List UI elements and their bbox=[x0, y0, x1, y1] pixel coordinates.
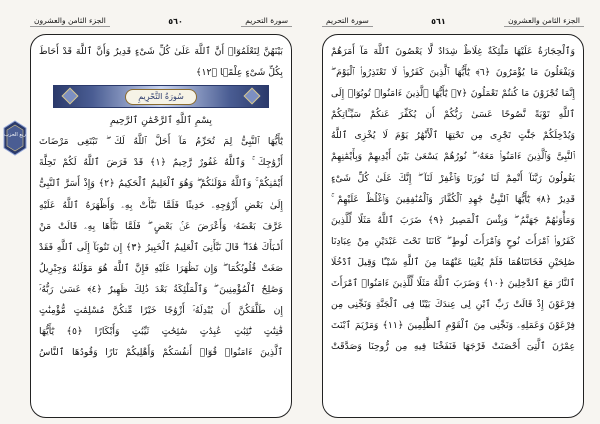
left-page-frame bbox=[30, 34, 292, 418]
left-page bbox=[30, 10, 292, 418]
text-line: أَيْمَٰنِكُمْ ۚ وَٱللَّهُ مَوْلَىٰكُمْ ۖ وَهُوَ ٱلْعَلِيمُ ٱلْحَكِيمُ ﴿٢﴾ وَإِذْ أَسَرَّ ٱلنَّبِىُّ bbox=[39, 178, 283, 190]
banner-ornament-icon bbox=[244, 88, 261, 105]
left-page-header bbox=[30, 10, 292, 32]
text-line: فِرْعَوْنَ وَعَمَلِهِۦ وَنَجِّنِى مِنَ ٱلْقَوْمِ ٱلظَّٰلِمِينَ ﴿١١﴾ وَمَرْيَمَ ٱبْنَتَ bbox=[331, 320, 575, 332]
text-line: وَيَفْعَلُونَ مَا يُؤْمَرُونَ ﴿٦﴾ يَٰٓأَيُّهَا ٱلَّذِينَ كَفَرُوا۟ لَا تَعْتَذِرُوا۟ ٱلْيَوْمَ ۖ bbox=[331, 67, 575, 79]
text-line: قَدِيرٌ ﴿٨﴾ يَٰٓأَيُّهَا ٱلنَّبِىُّ جَٰهِدِ ٱلْكُفَّارَ وَٱلْمُنَٰفِقِينَ وَٱغْلُظْ عَلَيْهِمْ ۚ bbox=[331, 193, 575, 205]
text-line: صَغَتْ قُلُوبُكُمَا ۖ وَإِن تَظَٰهَرَا عَلَيْهِ فَإِنَّ ٱللَّهَ هُوَ مَوْلَىٰهُ وَجِبْرِيلُ bbox=[39, 262, 283, 274]
text-line: أَزْوَٰجِكَ ۚ وَٱللَّهُ غَفُورٌ رَّحِيمٌ ﴿١﴾ قَدْ فَرَضَ ٱللَّهُ لَكُمْ تَحِلَّةَ bbox=[39, 157, 283, 169]
left-header-left-label: الجزء الثامن والعشرون bbox=[30, 15, 110, 27]
right-header-right-label: الجزء الثامن والعشرون bbox=[504, 15, 584, 27]
sura-title: سُورَةُ التَّحْرِيمِ bbox=[125, 89, 197, 105]
left-page-number: ٥٦٠ bbox=[168, 16, 183, 26]
text-line: إِلَىٰ بَعْضِ أَزْوَٰجِهِۦ حَدِيثًا فَلَمَّا نَبَّأَتْ بِهِۦ وَأَظْهَرَهُ ٱللَّهُ عَلَيْهِ bbox=[39, 199, 283, 211]
text-line: وَيُدْخِلَكُمْ جَنَّٰتٍ تَجْرِى مِن تَحْتِهَا ٱلْأَنْهَٰرُ يَوْمَ لَا يُخْزِى ٱللَّهُ bbox=[331, 130, 575, 142]
text-line: وَصَٰلِحُ ٱلْمُؤْمِنِينَ ۖ وَٱلْمَلَٰٓئِكَةُ بَعْدَ ذَٰلِكَ ظَهِيرٌ ﴿٤﴾ عَسَىٰ رَبُّهُۥٓ bbox=[39, 283, 283, 295]
text-line: صَٰلِحَيْنِ فَخَانَتَاهُمَا فَلَمْ يُغْنِيَا عَنْهُمَا مِنَ ٱللَّهِ شَيْـًٔا وَقِيلَ ٱدْخُلَا bbox=[331, 256, 575, 268]
sura-title-banner bbox=[53, 85, 269, 108]
basmala: بِسْمِ ٱللَّهِ ٱلرَّحْمَٰنِ ٱلرَّحِيمِ bbox=[109, 115, 213, 127]
hizb-marker-icon bbox=[2, 120, 28, 156]
text-line: عِمْرَٰنَ ٱلَّتِىٓ أَحْصَنَتْ فَرْجَهَا فَنَفَخْنَا فِيهِ مِن رُّوحِنَا وَصَدَّقَتْ bbox=[331, 341, 575, 353]
text-line: إِن طَلَّقَكُنَّ أَن يُبْدِلَهُۥٓ أَزْوَٰجًا خَيْرًا مِّنكُنَّ مُسْلِمَٰتٍ مُّؤْمِنَٰتٍ bbox=[39, 305, 283, 317]
left-page-text bbox=[39, 41, 283, 363]
right-page-text bbox=[331, 41, 575, 357]
text-line: كَفَرُوا۟ ٱمْرَأَتَ نُوحٍ وَٱمْرَأَتَ لُوطٍ ۖ كَانَتَا تَحْتَ عَبْدَيْنِ مِنْ عِبَادِنَا bbox=[331, 235, 575, 247]
text-line: بِكُلِّ شَىْءٍ عِلْمًۢا ﴿١٢﴾ bbox=[196, 67, 283, 79]
text-line: فِرْعَوْنَ إِذْ قَالَتْ رَبِّ ٱبْنِ لِى عِندَكَ بَيْتًا فِى ٱلْجَنَّةِ وَنَجِّنِى مِن bbox=[331, 299, 575, 311]
right-page bbox=[322, 10, 584, 418]
text-line: ٱلنَّبِىَّ وَٱلَّذِينَ ءَامَنُوا۟ مَعَهُۥ ۖ نُورُهُمْ يَسْعَىٰ بَيْنَ أَيْدِيهِمْ وَبِأَيْمَٰنِهِمْ bbox=[331, 151, 575, 163]
text-line: ٱللَّهِ تَوْبَةً نَّصُوحًا عَسَىٰ رَبُّكُمْ أَن يُكَفِّرَ عَنكُمْ سَيِّـَٔاتِكُمْ bbox=[331, 109, 575, 121]
right-header-left-label: سورة التحريم bbox=[322, 15, 373, 27]
text-line: ٱلنَّارَ مَعَ ٱلدَّٰخِلِينَ ﴿١٠﴾ وَضَرَبَ ٱللَّهُ مَثَلًا لِّلَّذِينَ ءَامَنُوا۟ ٱمْرَأَتَ bbox=[331, 278, 575, 290]
text-line: ٱلَّذِينَ ءَامَنُوا۟ قُوٓا۟ أَنفُسَكُمْ وَأَهْلِيكُمْ نَارًا وَقُودُهَا ٱلنَّاسُ bbox=[39, 347, 283, 359]
text-line: يَقُولُونَ رَبَّنَآ أَتْمِمْ لَنَا نُورَنَا وَٱغْفِرْ لَنَآ ۖ إِنَّكَ عَلَىٰ كُلِّ شَىْءٍ bbox=[331, 172, 575, 184]
right-page-number: ٥٦١ bbox=[431, 16, 446, 26]
banner-ornament-icon bbox=[62, 88, 79, 105]
text-line: عَرَّفَ بَعْضَهُۥ وَأَعْرَضَ عَنۢ بَعْضٍ ۖ فَلَمَّا نَبَّأَهَا بِهِۦ قَالَتْ مَنْ bbox=[39, 220, 283, 232]
right-page-header bbox=[322, 10, 584, 32]
text-line: قَٰنِتَٰتٍ تَٰٓئِبَٰتٍ عَٰبِدَٰتٍ سَٰٓئِحَٰتٍ ثَيِّبَٰتٍ وَأَبْكَارًا ﴿٥﴾ يَٰٓأَيُّهَا bbox=[39, 326, 283, 338]
text-line: بَيْنَهُنَّ لِتَعْلَمُوٓا۟ أَنَّ ٱللَّهَ عَلَىٰ كُلِّ شَىْءٍ قَدِيرٌ وَأَنَّ ٱللَّهَ قَدْ أَحَاطَ bbox=[39, 46, 283, 57]
text-line: وَٱلْحِجَارَةُ عَلَيْهَا مَلَٰٓئِكَةٌ غِلَاظٌ شِدَادٌ لَّا يَعْصُونَ ٱللَّهَ مَآ أَمَرَهُمْ bbox=[331, 46, 575, 57]
left-header-right-label: سورة التحريم bbox=[241, 15, 292, 27]
text-line: إِنَّمَا تُجْزَوْنَ مَا كُنتُمْ تَعْمَلُونَ ﴿٧﴾ يَٰٓأَيُّهَا ٱلَّذِينَ ءَامَنُوا۟ تُوبُوٓا۟ إِلَى bbox=[331, 88, 575, 100]
text-line: أَنۢبَأَكَ هَٰذَا ۖ قَالَ نَبَّأَنِىَ ٱلْعَلِيمُ ٱلْخَبِيرُ ﴿٣﴾ إِن تَتُوبَآ إِلَى ٱللَّهِ فَقَدْ bbox=[39, 241, 283, 253]
text-line: وَمَأْوَىٰهُمْ جَهَنَّمُ ۖ وَبِئْسَ ٱلْمَصِيرُ ﴿٩﴾ ضَرَبَ ٱللَّهُ مَثَلًا لِّلَّذِينَ bbox=[331, 214, 575, 226]
right-page-frame bbox=[322, 34, 584, 418]
text-line: يَٰٓأَيُّهَا ٱلنَّبِىُّ لِمَ تُحَرِّمُ مَآ أَحَلَّ ٱللَّهُ لَكَ ۖ تَبْتَغِى مَرْضَاتَ bbox=[39, 136, 283, 148]
hizb-marker-label: ربع الحزب bbox=[4, 132, 26, 138]
